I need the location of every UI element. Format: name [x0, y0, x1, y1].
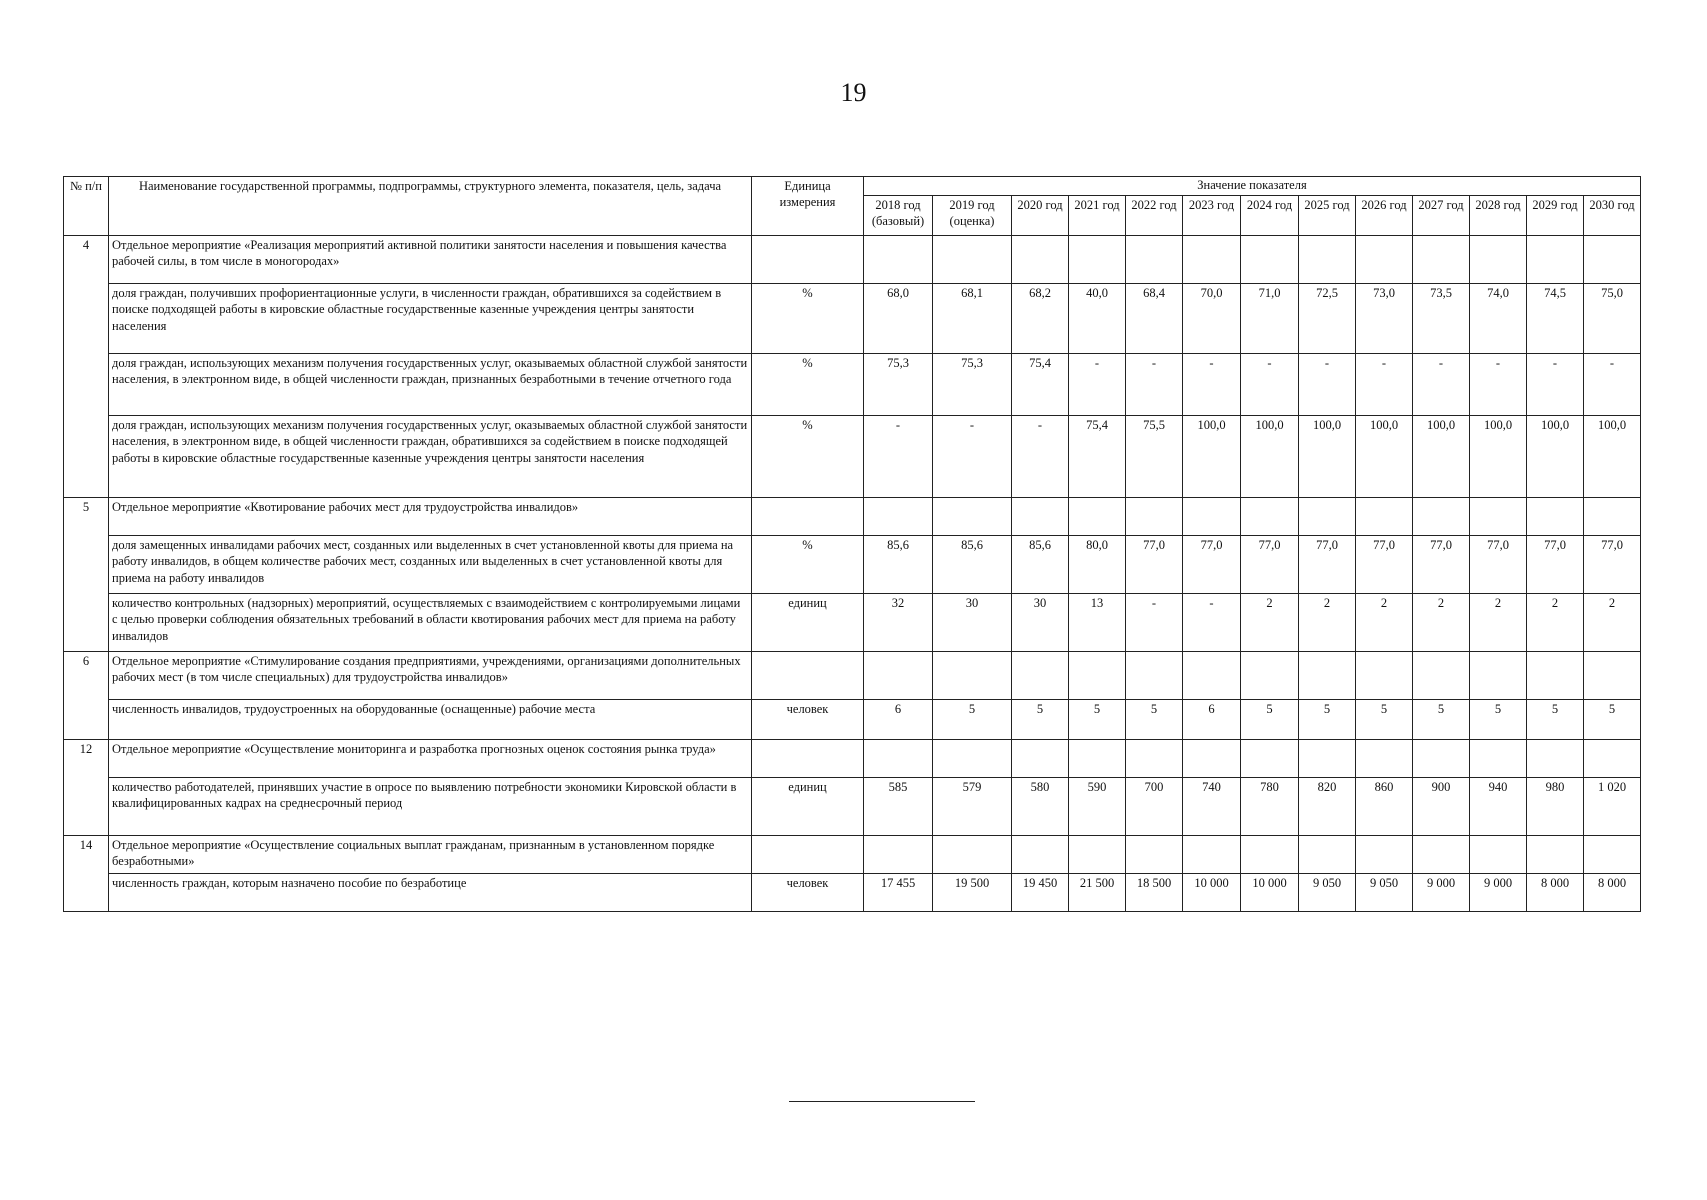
indicator-value: 9 050 — [1299, 874, 1356, 912]
indicator-value: 74,0 — [1470, 284, 1527, 354]
header-year: 2029 год — [1527, 196, 1584, 236]
indicator-value: 2 — [1241, 594, 1299, 652]
empty-cell — [1069, 498, 1126, 536]
indicator-value: 5 — [1241, 700, 1299, 740]
indicator-value: 85,6 — [864, 536, 933, 594]
empty-cell — [1183, 740, 1241, 778]
indicator-unit: человек — [752, 700, 864, 740]
indicator-value: 5 — [1126, 700, 1183, 740]
indicator-name: доля замещенных инвалидами рабочих мест, созданных или выделенных в счет установленной квоты для приема на работу инвалидов, в общем количестве рабочих мест, созданных или выделенных в счет установленной квоты для приема на работу инвалидов — [109, 536, 752, 594]
empty-cell — [1183, 236, 1241, 284]
header-year: 2026 год — [1356, 196, 1413, 236]
indicator-value: 2 — [1299, 594, 1356, 652]
group-title-row — [64, 836, 1641, 874]
header-year: 2023 год — [1183, 196, 1241, 236]
indicator-value: - — [1183, 594, 1241, 652]
indicator-name: доля граждан, использующих механизм получения государственных услуг, оказываемых областной службой занятости населения, в электронном виде, в общей численности граждан, признанных безработными в течение отчетного года — [109, 354, 752, 416]
table-body — [64, 236, 1641, 912]
indicator-value: 5 — [933, 700, 1012, 740]
group-title: Отдельное мероприятие «Реализация мероприятий активной политики занятости населения и повышения качества рабочей силы, в том числе в моногородах» — [109, 236, 752, 284]
indicator-value: 75,0 — [1584, 284, 1641, 354]
header-values-group: Значение показателя — [864, 177, 1641, 196]
indicator-value: 100,0 — [1470, 416, 1527, 498]
empty-cell — [1413, 236, 1470, 284]
empty-cell — [1527, 652, 1584, 700]
indicator-value: 5 — [1299, 700, 1356, 740]
indicator-value: 5 — [1069, 700, 1126, 740]
empty-cell — [1183, 498, 1241, 536]
empty-cell — [933, 498, 1012, 536]
indicator-value: 13 — [1069, 594, 1126, 652]
indicator-value: 100,0 — [1356, 416, 1413, 498]
empty-cell — [1069, 652, 1126, 700]
indicator-name: численность граждан, которым назначено пособие по безработице — [109, 874, 752, 912]
indicator-value: 2 — [1527, 594, 1584, 652]
indicator-value: 9 000 — [1413, 874, 1470, 912]
empty-cell — [1470, 740, 1527, 778]
empty-cell — [1183, 652, 1241, 700]
header-year: 2018 год (базовый) — [864, 196, 933, 236]
indicator-value: 5 — [1470, 700, 1527, 740]
indicator-value: 580 — [1012, 778, 1069, 836]
empty-cell — [1299, 836, 1356, 874]
empty-cell — [1012, 652, 1069, 700]
indicator-row — [64, 416, 1641, 498]
indicator-value: 6 — [864, 700, 933, 740]
empty-cell — [1299, 652, 1356, 700]
indicator-value: 77,0 — [1413, 536, 1470, 594]
empty-cell — [1241, 740, 1299, 778]
indicator-value: 100,0 — [1527, 416, 1584, 498]
indicator-value: 2 — [1413, 594, 1470, 652]
group-number: 5 — [64, 498, 109, 652]
indicator-value: 940 — [1470, 778, 1527, 836]
indicator-value: 77,0 — [1470, 536, 1527, 594]
indicator-value: 40,0 — [1069, 284, 1126, 354]
empty-cell — [1470, 652, 1527, 700]
indicator-value: 900 — [1413, 778, 1470, 836]
indicator-value: 780 — [1241, 778, 1299, 836]
empty-cell — [1126, 236, 1183, 284]
indicator-value: 74,5 — [1527, 284, 1584, 354]
empty-cell — [1241, 836, 1299, 874]
empty-cell — [1126, 836, 1183, 874]
indicator-value: 75,4 — [1012, 354, 1069, 416]
indicator-value: 77,0 — [1299, 536, 1356, 594]
indicator-row — [64, 354, 1641, 416]
indicator-row — [64, 284, 1641, 354]
indicator-value: 17 455 — [864, 874, 933, 912]
indicator-value: 6 — [1183, 700, 1241, 740]
indicator-value: 77,0 — [1527, 536, 1584, 594]
indicator-value: 100,0 — [1413, 416, 1470, 498]
header-year: 2030 год — [1584, 196, 1641, 236]
empty-cell — [864, 740, 933, 778]
indicator-value: 579 — [933, 778, 1012, 836]
header-year: 2025 год — [1299, 196, 1356, 236]
empty-cell — [1012, 836, 1069, 874]
indicator-value: 2 — [1584, 594, 1641, 652]
indicator-name: доля граждан, получивших профориентационные услуги, в численности граждан, обратившихся за содействием в поиске подходящей работы в кировские областные государственные казенные учреждения центры занятости населения — [109, 284, 752, 354]
indicator-value: - — [1356, 354, 1413, 416]
indicator-value: 21 500 — [1069, 874, 1126, 912]
indicator-name: доля граждан, использующих механизм получения государственных услуг, оказываемых областной службой занятости населения, в электронном виде, в общей численности граждан, обратившихся за содействием в поиске подходящей работы в кировские областные государственные казенные учреждения центры занятости населения — [109, 416, 752, 498]
empty-cell — [1241, 236, 1299, 284]
empty-cell — [1527, 236, 1584, 284]
indicator-value: 1 020 — [1584, 778, 1641, 836]
indicator-unit: единиц — [752, 778, 864, 836]
indicator-value: - — [1126, 594, 1183, 652]
footer-divider — [789, 1101, 975, 1102]
empty-cell — [1012, 740, 1069, 778]
page-number: 19 — [840, 78, 867, 107]
empty-cell — [933, 652, 1012, 700]
indicator-value: 585 — [864, 778, 933, 836]
indicator-value: 10 000 — [1183, 874, 1241, 912]
indicator-value: 100,0 — [1299, 416, 1356, 498]
indicator-value: 32 — [864, 594, 933, 652]
header-year: 2024 год — [1241, 196, 1299, 236]
empty-cell — [864, 836, 933, 874]
indicator-row — [64, 778, 1641, 836]
indicator-value: 2 — [1356, 594, 1413, 652]
indicator-value: - — [1413, 354, 1470, 416]
empty-cell — [1069, 740, 1126, 778]
empty-cell — [1356, 498, 1413, 536]
empty-cell — [1413, 740, 1470, 778]
indicator-value: 5 — [1012, 700, 1069, 740]
indicator-value: 70,0 — [1183, 284, 1241, 354]
indicator-value: 68,1 — [933, 284, 1012, 354]
empty-cell — [752, 740, 864, 778]
empty-cell — [752, 836, 864, 874]
indicator-value: 68,0 — [864, 284, 933, 354]
indicator-value: 72,5 — [1299, 284, 1356, 354]
indicator-value: 77,0 — [1356, 536, 1413, 594]
group-title: Отдельное мероприятие «Стимулирование создания предприятиями, учреждениями, организациями дополнительных рабочих мест (в том числе специальных) для трудоустройства инвалидов» — [109, 652, 752, 700]
empty-cell — [1584, 740, 1641, 778]
empty-cell — [1470, 836, 1527, 874]
group-title: Отдельное мероприятие «Осуществление мониторинга и разработка прогнозных оценок состояния рынка труда» — [109, 740, 752, 778]
indicator-value: 18 500 — [1126, 874, 1183, 912]
group-title-row — [64, 236, 1641, 284]
indicator-value: 860 — [1356, 778, 1413, 836]
indicator-value: 73,0 — [1356, 284, 1413, 354]
empty-cell — [1183, 836, 1241, 874]
indicator-unit: % — [752, 416, 864, 498]
indicator-value: 100,0 — [1584, 416, 1641, 498]
indicator-value: - — [1012, 416, 1069, 498]
indicator-value: 740 — [1183, 778, 1241, 836]
indicator-value: 77,0 — [1584, 536, 1641, 594]
group-title-row — [64, 652, 1641, 700]
empty-cell — [1413, 652, 1470, 700]
indicator-value: 820 — [1299, 778, 1356, 836]
empty-cell — [864, 498, 933, 536]
indicator-value: 30 — [1012, 594, 1069, 652]
indicator-row — [64, 594, 1641, 652]
empty-cell — [1241, 652, 1299, 700]
indicator-value: 590 — [1069, 778, 1126, 836]
indicator-value: 80,0 — [1069, 536, 1126, 594]
group-title: Отдельное мероприятие «Осуществление социальных выплат гражданам, признанным в установленном порядке безработными» — [109, 836, 752, 874]
group-title-row — [64, 498, 1641, 536]
empty-cell — [1069, 236, 1126, 284]
indicator-value: 8 000 — [1584, 874, 1641, 912]
indicator-value: - — [1241, 354, 1299, 416]
header-year: 2022 год — [1126, 196, 1183, 236]
empty-cell — [864, 236, 933, 284]
header-row-1 — [64, 177, 1641, 196]
indicator-value: 700 — [1126, 778, 1183, 836]
empty-cell — [1241, 498, 1299, 536]
indicator-value: - — [1527, 354, 1584, 416]
empty-cell — [1012, 498, 1069, 536]
empty-cell — [1299, 498, 1356, 536]
indicator-value: 100,0 — [1183, 416, 1241, 498]
indicator-unit: человек — [752, 874, 864, 912]
empty-cell — [1470, 498, 1527, 536]
empty-cell — [1413, 498, 1470, 536]
indicator-value: - — [933, 416, 1012, 498]
empty-cell — [752, 498, 864, 536]
indicator-value: 75,3 — [864, 354, 933, 416]
empty-cell — [1527, 740, 1584, 778]
indicator-value: 77,0 — [1126, 536, 1183, 594]
indicator-unit: % — [752, 354, 864, 416]
group-number: 14 — [64, 836, 109, 912]
empty-cell — [1356, 236, 1413, 284]
empty-cell — [1356, 740, 1413, 778]
indicator-name: количество контрольных (надзорных) мероприятий, осуществляемых с взаимодействием с контролируемыми лицами с целью проверки соблюдения обязательных требований в области квотирования рабочих мест для приема на работу инвалидов — [109, 594, 752, 652]
indicator-value: - — [1584, 354, 1641, 416]
indicator-value: 5 — [1356, 700, 1413, 740]
indicator-row — [64, 700, 1641, 740]
empty-cell — [1126, 652, 1183, 700]
header-year: 2019 год (оценка) — [933, 196, 1012, 236]
group-number: 12 — [64, 740, 109, 836]
indicator-value: 68,2 — [1012, 284, 1069, 354]
indicator-value: 68,4 — [1126, 284, 1183, 354]
indicator-value: - — [1126, 354, 1183, 416]
indicator-value: 2 — [1470, 594, 1527, 652]
empty-cell — [1126, 740, 1183, 778]
empty-cell — [933, 740, 1012, 778]
indicator-value: 85,6 — [1012, 536, 1069, 594]
empty-cell — [1069, 836, 1126, 874]
empty-cell — [1527, 836, 1584, 874]
indicator-value: 77,0 — [1183, 536, 1241, 594]
indicator-value: 5 — [1413, 700, 1470, 740]
indicator-name: количество работодателей, принявших участие в опросе по выявлению потребности экономики Кировской области в квалифицированных кадрах на среднесрочный период — [109, 778, 752, 836]
empty-cell — [1584, 236, 1641, 284]
indicator-value: - — [1470, 354, 1527, 416]
empty-cell — [1356, 836, 1413, 874]
indicator-value: 73,5 — [1413, 284, 1470, 354]
indicator-row — [64, 536, 1641, 594]
empty-cell — [1470, 236, 1527, 284]
empty-cell — [1527, 498, 1584, 536]
indicator-value: 71,0 — [1241, 284, 1299, 354]
indicator-row — [64, 874, 1641, 912]
indicator-value: 19 450 — [1012, 874, 1069, 912]
group-title-row — [64, 740, 1641, 778]
indicator-value: 5 — [1527, 700, 1584, 740]
header-year: 2028 год — [1470, 196, 1527, 236]
empty-cell — [1299, 236, 1356, 284]
header-name: Наименование государственной программы, подпрограммы, структурного элемента, показателя, цель, задача — [109, 177, 752, 236]
empty-cell — [933, 836, 1012, 874]
empty-cell — [752, 236, 864, 284]
indicator-value: 8 000 — [1527, 874, 1584, 912]
header-year: 2027 год — [1413, 196, 1470, 236]
indicator-value: - — [1183, 354, 1241, 416]
indicator-value: 9 000 — [1470, 874, 1527, 912]
empty-cell — [933, 236, 1012, 284]
group-number: 4 — [64, 236, 109, 498]
indicator-value: 5 — [1584, 700, 1641, 740]
header-year: 2020 год — [1012, 196, 1069, 236]
indicator-value: 75,5 — [1126, 416, 1183, 498]
indicator-value: 19 500 — [933, 874, 1012, 912]
indicator-value: 100,0 — [1241, 416, 1299, 498]
header-num: № п/п — [64, 177, 109, 236]
header-year: 2021 год — [1069, 196, 1126, 236]
indicator-value: 75,3 — [933, 354, 1012, 416]
indicator-value: 77,0 — [1241, 536, 1299, 594]
indicator-value: 9 050 — [1356, 874, 1413, 912]
indicator-unit: % — [752, 536, 864, 594]
empty-cell — [1299, 740, 1356, 778]
empty-cell — [1584, 498, 1641, 536]
indicator-value: 10 000 — [1241, 874, 1299, 912]
header-unit: Единица измерения — [752, 177, 864, 236]
empty-cell — [864, 652, 933, 700]
indicator-unit: % — [752, 284, 864, 354]
indicator-value: - — [1069, 354, 1126, 416]
group-title: Отдельное мероприятие «Квотирование рабочих мест для трудоустройства инвалидов» — [109, 498, 752, 536]
indicator-value: 85,6 — [933, 536, 1012, 594]
indicator-value: 30 — [933, 594, 1012, 652]
indicator-value: - — [1299, 354, 1356, 416]
indicator-value: 75,4 — [1069, 416, 1126, 498]
indicator-name: численность инвалидов, трудоустроенных на оборудованные (оснащенные) рабочие места — [109, 700, 752, 740]
empty-cell — [1126, 498, 1183, 536]
empty-cell — [1413, 836, 1470, 874]
empty-cell — [752, 652, 864, 700]
empty-cell — [1584, 836, 1641, 874]
empty-cell — [1584, 652, 1641, 700]
indicator-value: - — [864, 416, 933, 498]
indicator-unit: единиц — [752, 594, 864, 652]
empty-cell — [1356, 652, 1413, 700]
empty-cell — [1012, 236, 1069, 284]
indicators-table — [63, 176, 1641, 912]
group-number: 6 — [64, 652, 109, 740]
indicator-value: 980 — [1527, 778, 1584, 836]
